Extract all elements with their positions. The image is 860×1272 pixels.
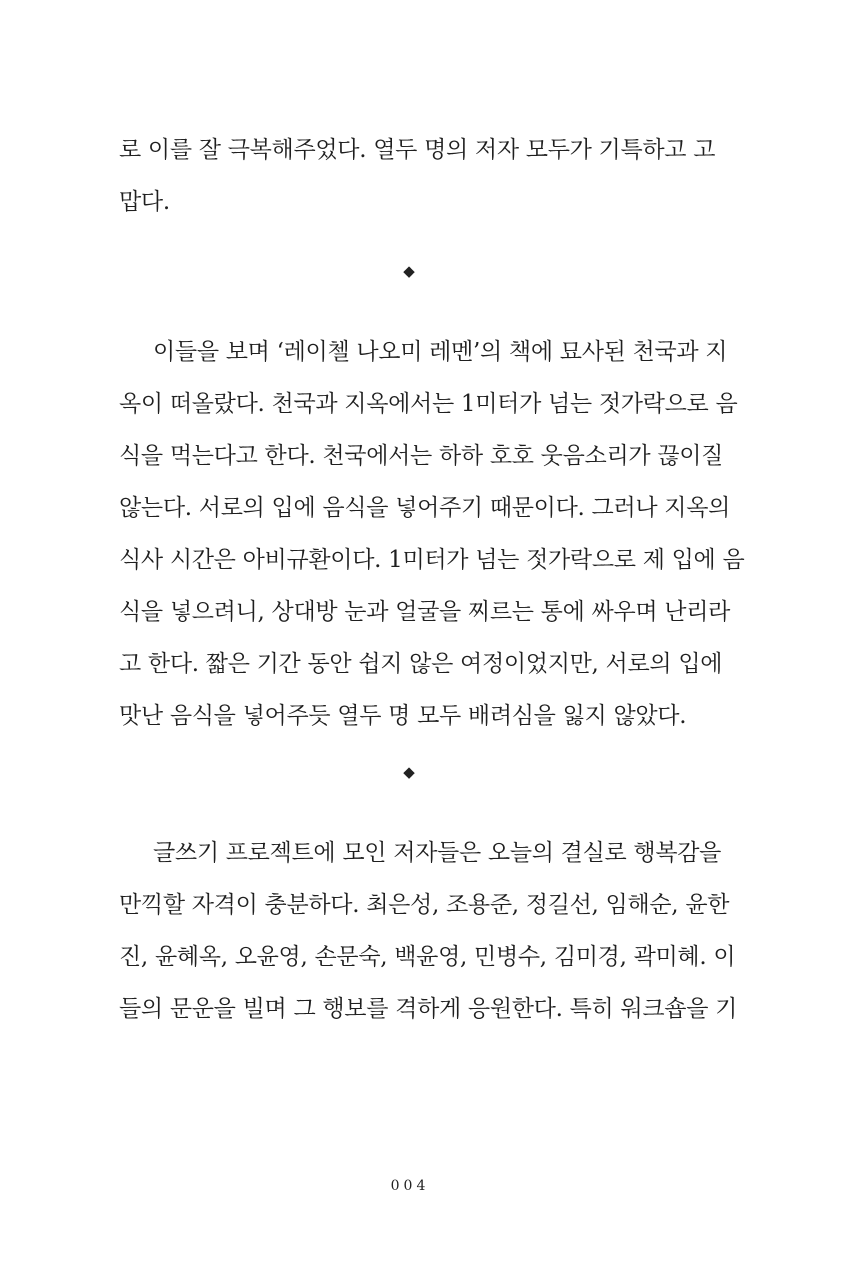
paragraph-closing-thanks <box>119 124 719 228</box>
text-line: 식을 넣으려니, 상대방 눈과 얼굴을 찌르는 통에 싸우며 난리라 <box>119 599 731 625</box>
text-line: 글쓰기 프로젝트에 모인 저자들은 오늘의 결실로 행복감을 <box>153 840 722 866</box>
section-divider-diamond-icon: ◆ <box>403 763 415 781</box>
text-line: 만끽할 자격이 충분하다. 최은성, 조용준, 정길선, 임해순, 윤한 <box>119 892 730 918</box>
text-line: 진, 윤혜옥, 오윤영, 손문숙, 백윤영, 민병수, 김미경, 곽미혜. 이 <box>119 944 736 970</box>
text-line: 맙다. <box>119 189 170 215</box>
text-line: 로 이를 잘 극복해주었다. 열두 명의 저자 모두가 기특하고 고 <box>119 137 716 163</box>
text-line: 맛난 음식을 넣어주듯 열두 명 모두 배려심을 잃지 않았다. <box>119 703 687 729</box>
text-line: 들의 문운을 빌며 그 행보를 격하게 응원한다. 특히 워크숍을 기 <box>119 996 738 1022</box>
paragraph-authors <box>119 827 738 1035</box>
text-line: 옥이 떠올랐다. 천국과 지옥에서는 1미터가 넘는 젓가락으로 음 <box>119 391 738 417</box>
page-number: 004 <box>390 1178 430 1194</box>
paragraph-heaven-hell <box>119 326 745 742</box>
text-line: 않는다. 서로의 입에 음식을 넣어주기 때문이다. 그러나 지옥의 <box>119 495 731 521</box>
text-line: 식사 시간은 아비규환이다. 1미터가 넘는 젓가락으로 제 입에 음 <box>119 547 745 573</box>
section-divider-diamond-icon: ◆ <box>403 262 415 280</box>
text-line: 이들을 보며 ‘레이첼 나오미 레멘’의 책에 묘사된 천국과 지 <box>153 339 728 365</box>
text-line: 고 한다. 짧은 기간 동안 쉽지 않은 여정이었지만, 서로의 입에 <box>119 651 723 677</box>
text-line: 식을 먹는다고 한다. 천국에서는 하하 호호 웃음소리가 끊이질 <box>119 443 724 469</box>
